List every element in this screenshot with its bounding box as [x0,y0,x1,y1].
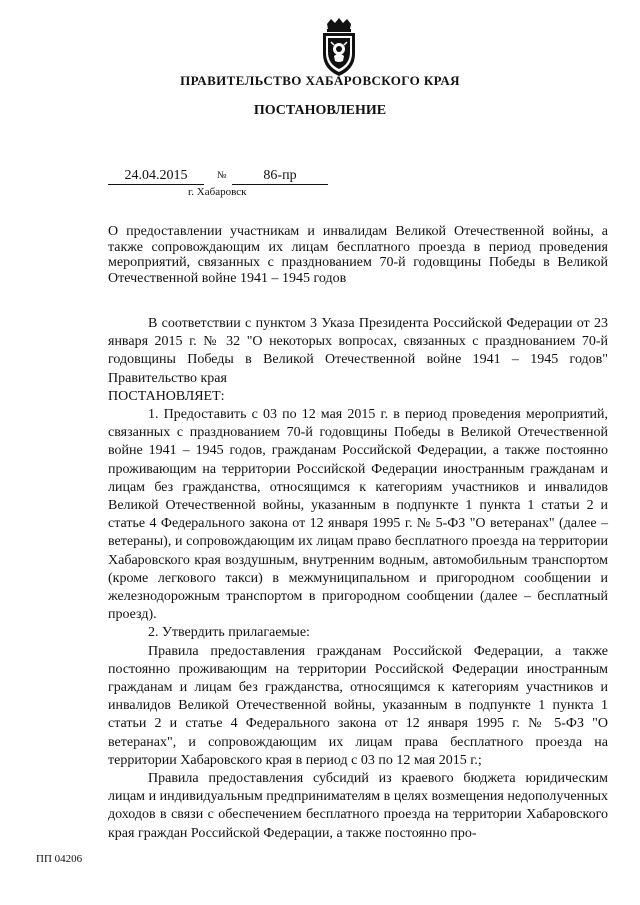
preamble-paragraph: В соответствии с пунктом 3 Указа Президента Российской Федерации от 23 января 2015 г. № 32 "О некоторых вопросах, связанных с празднованием 70-й годовщины Победы в Великой Отечественной войне 1941 – 1945 годов" Правительство края [108,316,608,386]
government-title: ПРАВИТЕЛЬСТВО ХАБАРОВСКОГО КРАЯ [180,73,460,88]
document-type: ПОСТАНОВЛЕНИЕ [253,103,387,118]
decree-date: 24.04.2015 [108,167,204,185]
coat-of-arms-icon [318,18,360,78]
number-sign: № [217,170,227,181]
decree-number: 86-пр [232,167,328,185]
decree-body [108,315,608,843]
item-1-paragraph: 1. Предоставить с 03 по 12 мая 2015 г. в период проведения мероприятий, связанных с празднованием 70-й годовщины Победы в Великой Отечественной войне 1941 – 1945 годов, гражданам Российской Федерации, а также постоянно проживающим на территории Российской Федерации иностранным гражданам и лицам без гражданства, относящимся к категориям участников и инвалидов Великой Отечественной войны, указанным в подпункте 1 пункта 1 статьи 2 и статье 4 Федерального закона от 12 января 1995 г. № 5-ФЗ "О ветеранах" (далее – ветераны), и сопровождающим их лицам право бесплатного проезда на территории Хабаровского края воздушным, внутренним водным, автомобильным транспортом (кроме легкового такси) в межмуниципальном и пригородном сообщении и железнодорожным транспортом в пригородном сообщении (далее – бесплатный проезд). [108,407,608,623]
decree-keyword: ПОСТАНОВЛЯЕТ: [108,388,225,404]
item-2-paragraph: 2. Утвердить прилагаемые: [148,625,310,641]
document-code: ПП 04206 [36,853,83,865]
rules-1-paragraph: Правила предоставления гражданам Российской Федерации, а также постоянно проживающим на территории Российской Федерации иностранным гражданам и лицам без гражданства, относящимся к категориям участников и инвалидов Великой Отечественной войны, указанным в подпункте 1 пункта 1 статьи 2 и статье 4 Федерального закона от 12 января 1995 г. № 5-ФЗ "О ветеранах", и сопровождающим их лицам права бесплатного проезда на территории Хабаровского края в период с 03 по 12 мая 2015 г.; [108,643,608,768]
city-label: г. Хабаровск [188,186,247,198]
rules-2-paragraph: Правила предоставления субсидий из краевого бюджета юридическим лицам и индивидуальным предпринимателям в целях возмещения недополученных доходов в связи с обеспечением бесплатного проезда на территории Хабаровского края граждан Российской Федерации, а также постоянно про- [108,771,608,841]
decree-subject: О предоставлении участникам и инвалидам Великой Отечественной войны, а также сопровождающим их лицам бесплатного проезда в период проведения мероприятий, связанных с празднованием 70-й годовщины Победы в Великой Отечественной войне 1941 – 1945 годов [108,224,608,286]
